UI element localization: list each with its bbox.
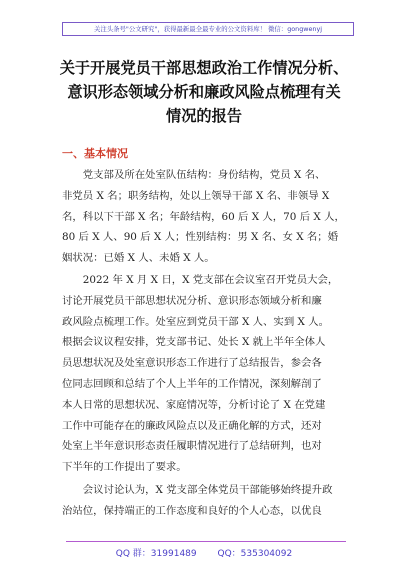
text-line: 下半年的工作提出了要求。	[62, 461, 187, 474]
title-line: 意识形态领域分析和廉政风险点梳理有关	[67, 83, 341, 101]
text-line: 本人日常的思想状况、家庭情况等，分析讨论了 X 在党建	[62, 398, 326, 411]
text-line: 根据会议议程安排，党支部书记、处长 X 就上半年全体人	[62, 336, 326, 349]
text-line: 80 后 X 人、90 后 X 人；性别结构：男 X 名、女 X 名；婚	[62, 231, 339, 244]
text-line: 政风险点梳理工作。处室应到党员干部 X 人、实到 X 人。	[62, 315, 329, 328]
footer	[0, 546, 408, 559]
title-line: 关于开展党员干部思想政治工作情况分析、	[59, 59, 349, 77]
section-heading: 一、基本情况	[62, 147, 128, 160]
footer-qq-group: QQ 群：31991489	[115, 549, 197, 559]
text-line: 处室上半年意识形态责任履职情况进行了总结研判，也对	[62, 440, 322, 453]
text-line: 工作中可能存在的廉政风险点以及正确化解的方式，还对	[62, 419, 322, 432]
text-line: 会议讨论认为，X 党支部全体党员干部能够始终提升政	[62, 484, 333, 496]
text-line: 非党员 X 名；职务结构，处以上领导干部 X 名、非领导 X	[62, 189, 330, 202]
text-line: 姻状况：已婚 X 人、未婚 X 人。	[62, 252, 215, 265]
text-line: 位同志回顾和总结了个人上半年的工作情况，深刻解剖了	[62, 377, 322, 390]
text-line: 2022 年 X 月 X 日，X 党支部在会议室召开党员大会，	[62, 274, 339, 286]
text-line: 员思想状况及处室意识形态工作进行了总结报告，参会各	[62, 357, 322, 370]
paragraph-conclusion	[62, 480, 380, 522]
paragraph-meeting	[62, 270, 380, 478]
text-line: 名，科以下干部 X 名；年龄结构，60 后 X 人，70 后 X 人，	[62, 210, 345, 223]
text-line: 讨论开展党员干部思想状况分析、意识形态领域分析和廉	[62, 294, 322, 307]
paragraph-team-structure	[62, 165, 380, 269]
title-line: 情况的报告	[166, 107, 242, 125]
footer-divider	[66, 541, 346, 542]
document-title	[30, 56, 378, 128]
top-banner: 关注头条号"公文研究"，获得最新最全最专业的公文资料库！ 微信：gongwenyj	[62, 22, 354, 36]
text-line: 党支部及所在处室队伍结构：身份结构，党员 X 名、	[62, 169, 326, 181]
text-line: 治站位，保持端正的工作态度和良好的个人心态，以优良	[62, 504, 322, 517]
footer-qq: QQ：535304092	[217, 549, 293, 559]
